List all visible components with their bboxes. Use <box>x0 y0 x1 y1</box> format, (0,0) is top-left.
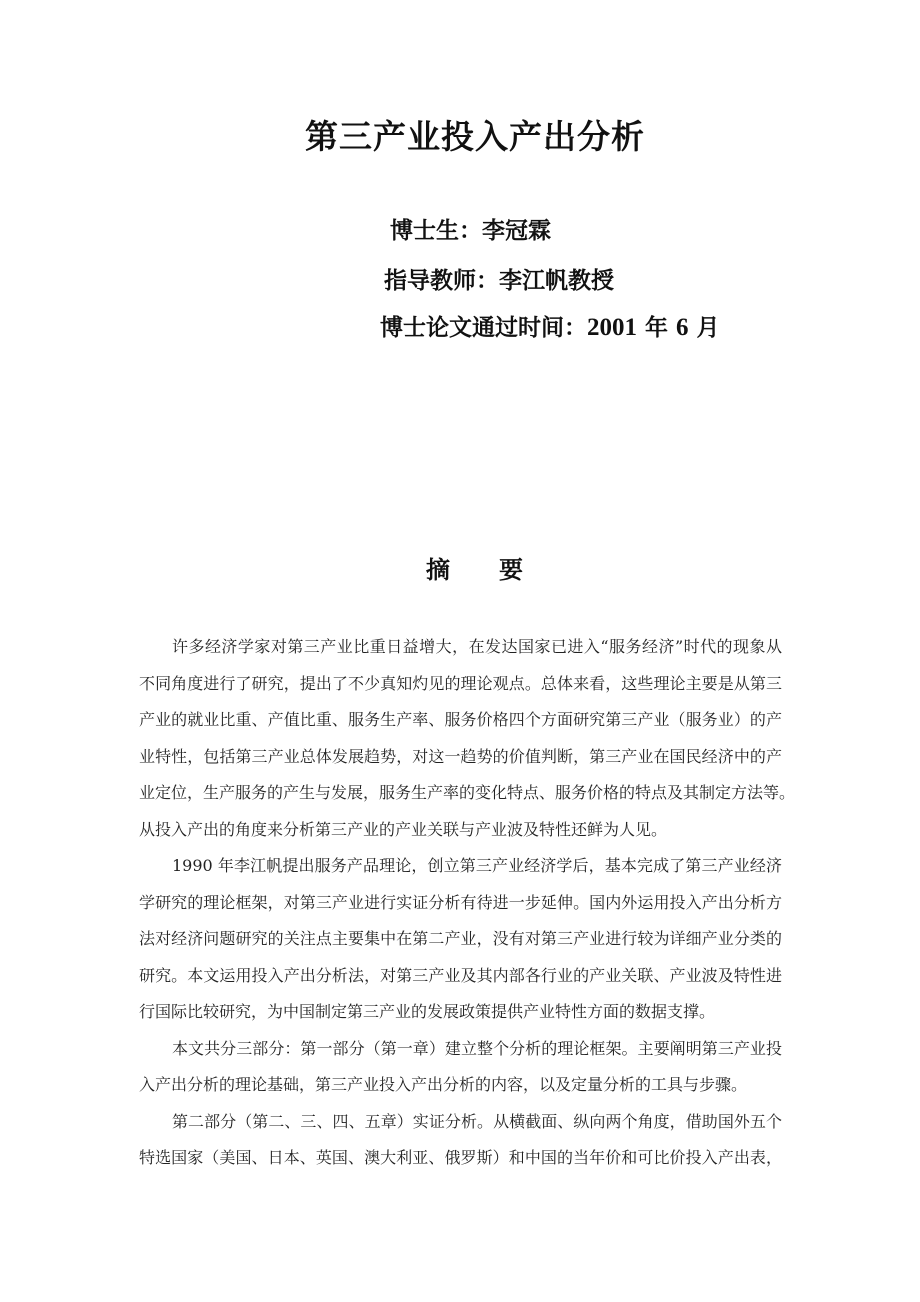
paragraph-2-line: 学研究的理论框架，对第三产业进行实证分析有待进一步延伸。国内外运用投入产出分析方 <box>139 892 782 912</box>
student-name: 李冠霖 <box>482 218 551 244</box>
abstract-body <box>139 629 796 1177</box>
defense-year-unit: 年 <box>637 315 677 341</box>
paragraph-4-line: 第二部分（第二、三、四、五章）实证分析。从横截面、纵向两个角度，借助国外五个 <box>172 1111 782 1131</box>
abstract-heading-char-1: 摘 <box>426 556 450 584</box>
paragraph-3-line: 本文共分三部分：第一部分（第一章）建立整个分析的理论框架。主要阐明第三产业投 <box>172 1038 782 1058</box>
document-title: 第三产业投入产出分析 <box>305 117 645 156</box>
paragraph-1-line: 业定位，生产服务的产生与发展，服务生产率的变化特点、服务价格的特点及其制定方法等。 <box>139 783 796 802</box>
paragraph-1-line: 从投入产出的角度来分析第三产业的产业关联与产业波及特性还鲜为人见。 <box>139 819 668 839</box>
defense-month: 6 <box>676 314 689 341</box>
defense-month-unit: 月 <box>688 315 720 341</box>
paragraph-3-line: 入产出分析的理论基础，第三产业投入产出分析的内容，以及定量分析的工具与步骤。 <box>139 1075 748 1094</box>
paragraph-4-line: 特选国家（美国、日本、英国、澳大利亚、俄罗斯）和中国的当年价和可比价投入产出表， <box>139 1148 782 1167</box>
paragraph-2-line: 行国际比较研究，为中国制定第三产业的发展政策提供产业特性方面的数据支撑。 <box>139 1002 716 1021</box>
defense-label: 博士论文通过时间： <box>380 315 587 341</box>
paragraph-1-line: 业特性，包括第三产业总体发展趋势，对这一趋势的价值判断，第三产业在国民经济中的产 <box>139 746 782 766</box>
paragraph-1-line: 许多经济学家对第三产业比重日益增大，在发达国家已进入“服务经济”时代的现象从 <box>172 637 782 656</box>
student-label: 博士生： <box>390 218 482 244</box>
abstract-heading-char-2: 要 <box>499 556 523 584</box>
advisor-line <box>384 266 614 296</box>
advisor-label: 指导教师： <box>384 268 499 294</box>
abstract-heading <box>426 554 523 586</box>
defense-date-line <box>380 313 720 343</box>
advisor-name: 李江帆教授 <box>499 268 614 294</box>
student-line <box>390 216 551 246</box>
paragraph-1-line: 产业的就业比重、产值比重、服务生产率、服务价格四个方面研究第三产业（服务业）的产 <box>139 710 782 729</box>
paragraph-2-line: 法对经济问题研究的关注点主要集中在第二产业，没有对第三产业进行较为详细产业分类的 <box>139 929 782 948</box>
defense-year: 2001 <box>587 314 637 341</box>
paragraph-1-line: 不同角度进行了研究，提出了不少真知灼见的理论观点。总体来看，这些理论主要是从第三 <box>139 673 782 693</box>
paragraph-2-line: 1990 年李江帆提出服务产品理论，创立第三产业经济学后，基本完成了第三产业经济 <box>172 856 782 875</box>
paragraph-2-line: 研究。本文运用投入产出分析法，对第三产业及其内部各行业的产业关联、产业波及特性进 <box>139 965 782 985</box>
